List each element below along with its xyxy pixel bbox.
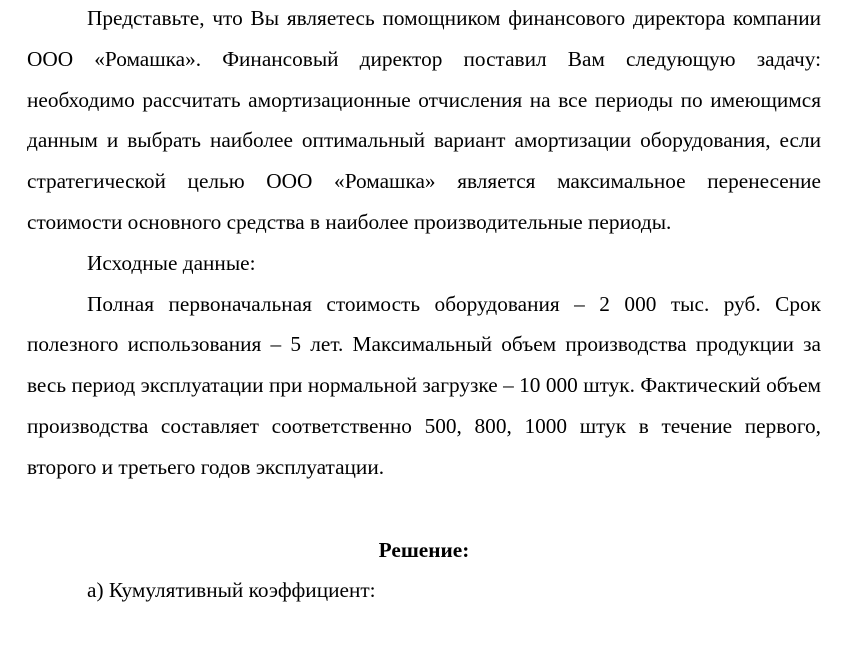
source-data-paragraph: Полная первоначальная стоимость оборудования – 2 000 тыс. руб. Срок полезного использования – 5 лет. Максимальный объем производства продукции за весь период эксплуатации при нормальной загрузке – 10 000 штук. Фактический объем производства составляет соответственно 500, 800, 1000 штук в течение первого, второго и третьего годов эксплуатации. — [27, 291, 821, 479]
spacer — [27, 488, 821, 530]
source-data-label: Исходные данные: — [87, 250, 256, 275]
section-a-heading: а) Кумулятивный коэффициент: — [87, 578, 376, 603]
solution-heading: Решение: — [378, 537, 470, 562]
task-paragraph: Представьте, что Вы являетесь помощником финансового директора компании ООО «Ромашка». Финансовый директор поставил Вам следующую задачу: необходимо рассчитать амортизационные отчисления на все периоды по имеющимся данным и выбрать наиболее оптимальный вариант амортизации оборудования, если стратегической целью ООО «Ромашка» является максимальное перенесение стоимости основного средства в наиболее производительные периоды. — [27, 6, 821, 234]
